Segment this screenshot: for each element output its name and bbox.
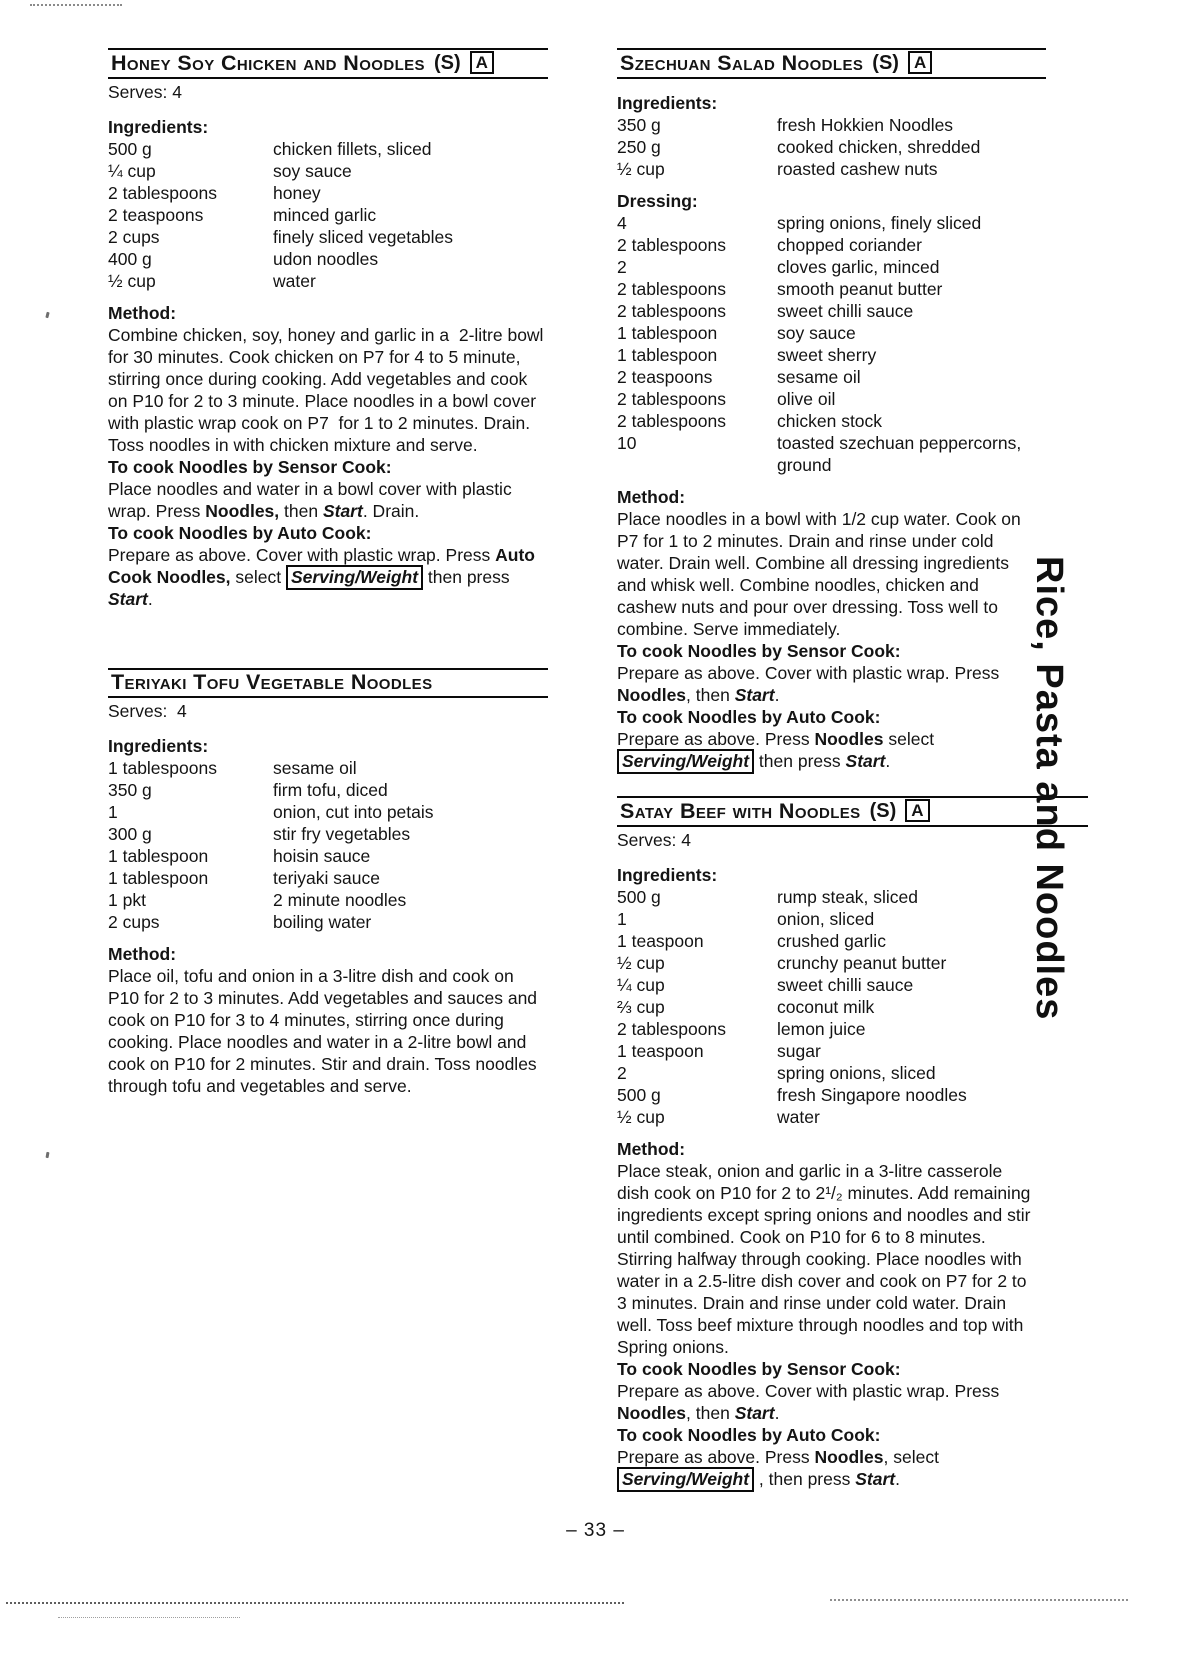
ingredient-name: sweet sherry — [777, 345, 877, 365]
ingredient-amount: 2 tablespoons — [617, 389, 726, 409]
ingredient-amount: ⅔ cup — [617, 997, 665, 1017]
ingredient-row — [108, 845, 548, 867]
recipe-card — [617, 48, 1032, 772]
ingredient-amount: ½ cup — [108, 271, 156, 291]
bold-text: Noodles — [617, 1403, 687, 1423]
ingredient-row — [617, 136, 1032, 158]
ingredient-row — [108, 889, 548, 911]
ingredient-row — [617, 886, 1032, 908]
ingredient-name: hoisin sauce — [273, 846, 371, 866]
ingredient-amount: 300 g — [108, 824, 152, 844]
ingredient-row — [617, 974, 1032, 996]
cook-step-body: Prepare as above. Cover with plastic wrap. Press Noodles, then Start. — [617, 1381, 1005, 1423]
scan-speck — [46, 1152, 50, 1158]
right-column — [617, 48, 1036, 1490]
scan-noise-top — [30, 4, 122, 6]
serving-weight-key: Serving/Weight — [286, 565, 423, 590]
ingredient-amount: 4 — [617, 213, 627, 233]
ingredient-amount: 1 — [108, 802, 118, 822]
ingredient-row — [617, 114, 1032, 136]
method-heading: Method: — [617, 1139, 686, 1159]
ingredient-row — [617, 410, 1032, 432]
ingredient-name: onion, sliced — [777, 909, 875, 929]
ingredient-name: finely sliced vegetables — [273, 227, 453, 247]
ingredient-name: teriyaki sauce — [273, 868, 380, 888]
ingredient-row — [617, 278, 1032, 300]
ingredient-name: crunchy peanut butter — [777, 953, 947, 973]
ingredient-name: spring onions, finely sliced — [777, 213, 982, 233]
ingredient-name: water — [273, 271, 316, 291]
left-column — [108, 48, 548, 1097]
ingredient-amount: 500 g — [617, 887, 661, 907]
ingredient-row — [108, 757, 548, 779]
bold-text: Noodles — [814, 729, 884, 749]
ingredient-name: smooth peanut butter — [777, 279, 943, 299]
recipe-title: Szechuan Salad Noodles — [620, 50, 864, 75]
ingredient-amount: 1 tablespoons — [108, 758, 217, 778]
serves-label: Serves: 4 — [617, 830, 691, 850]
ingredient-amount: ½ cup — [617, 159, 665, 179]
method-text: Place noodles in a bowl with 1/2 cup water. Cook on P7 for 1 to 2 minutes. Drain and rinse under cold water. Drain well. Combine all dressing ingredients and whisk well. Combine noodles, chicken and cashew nuts and pour over dressing. Toss well to combine. Serve immediately. — [617, 509, 1026, 639]
ingredient-name: fresh Singapore noodles — [777, 1085, 967, 1105]
auto-cook-badge: A — [470, 51, 494, 74]
ingredient-name: chicken fillets, sliced — [273, 139, 432, 159]
ingredient-name: rump steak, sliced — [777, 887, 919, 907]
ingredient-amount: 350 g — [617, 115, 661, 135]
ingredient-name: olive oil — [777, 389, 836, 409]
ingredient-amount: 1 tablespoon — [617, 345, 718, 365]
bold-italic-text: Start — [845, 751, 886, 771]
cook-step-body: Prepare as above. Press Noodles, select Serving/Weight , then press Start. — [617, 1446, 1032, 1490]
scan-noise-bottom — [830, 1599, 1128, 1601]
ingredient-row — [617, 158, 1032, 180]
ingredient-name: 2 minute noodles — [273, 890, 407, 910]
serving-weight-key: Serving/Weight — [617, 749, 754, 774]
ingredient-row — [617, 300, 1032, 322]
bold-italic-text: Start — [734, 685, 775, 705]
ingredient-amount: 1 teaspoon — [617, 1041, 704, 1061]
ingredient-row — [108, 248, 548, 270]
ingredient-row — [617, 1040, 1032, 1062]
scan-noise-bottom — [58, 1617, 240, 1618]
recipe-title: Teriyaki Tofu Vegetable Noodles — [111, 670, 433, 694]
ingredient-name: roasted cashew nuts — [777, 159, 938, 179]
bold-italic-text: Start — [734, 1403, 775, 1423]
ingredient-name: udon noodles — [273, 249, 379, 269]
ingredient-row — [617, 1084, 1032, 1106]
ingredient-amount: ¼ cup — [617, 975, 665, 995]
recipe-card — [108, 48, 548, 610]
ingredient-row — [108, 823, 548, 845]
ingredient-row — [617, 432, 1032, 476]
ingredient-group-heading: Dressing: — [617, 191, 698, 211]
method-heading: Method: — [108, 944, 177, 964]
cook-step-heading: To cook Noodles by Auto Cook: — [617, 1425, 881, 1445]
cook-step-body: Prepare as above. Cover with plastic wrap. Press Noodles, then Start. — [617, 663, 1005, 705]
ingredient-row — [108, 160, 548, 182]
cook-step-heading: To cook Noodles by Sensor Cook: — [617, 641, 901, 661]
ingredient-amount: 500 g — [617, 1085, 661, 1105]
bold-text: Noodles — [814, 1447, 884, 1467]
ingredient-row — [617, 388, 1032, 410]
ingredient-name: water — [777, 1107, 820, 1127]
ingredient-amount: 2 cups — [108, 912, 160, 932]
ingredient-amount: 2 tablespoons — [617, 301, 726, 321]
recipe-card — [108, 668, 548, 1097]
ingredient-row — [617, 344, 1032, 366]
recipe-header — [108, 668, 548, 698]
sensor-code-label: (S) — [433, 51, 461, 74]
ingredient-name: onion, cut into petais — [273, 802, 434, 822]
ingredient-row — [617, 322, 1032, 344]
ingredient-amount: 1 pkt — [108, 890, 146, 910]
ingredient-name: cooked chicken, shredded — [777, 137, 981, 157]
ingredient-name: sweet chilli sauce — [777, 975, 914, 995]
serving-weight-key: Serving/Weight — [617, 1467, 754, 1492]
ingredient-row — [108, 779, 548, 801]
auto-cook-badge: A — [908, 51, 932, 74]
recipe-title: Honey Soy Chicken and Noodles — [111, 50, 425, 75]
ingredient-row — [617, 212, 1032, 234]
ingredient-row — [617, 908, 1032, 930]
ingredient-name: chicken stock — [777, 411, 883, 431]
ingredient-amount: 2 tablespoons — [108, 183, 217, 203]
cook-step-heading: To cook Noodles by Sensor Cook: — [108, 457, 392, 477]
ingredient-amount: 2 tablespoons — [617, 279, 726, 299]
ingredient-row — [108, 138, 548, 160]
bold-text: Noodles — [617, 685, 687, 705]
ingredient-group-heading: Ingredients: — [617, 93, 718, 113]
ingredient-amount: ½ cup — [617, 953, 665, 973]
ingredient-name: sweet chilli sauce — [777, 301, 914, 321]
auto-cook-badge: A — [905, 799, 929, 822]
ingredient-name: chopped coriander — [777, 235, 922, 255]
cook-step-heading: To cook Noodles by Auto Cook: — [108, 523, 372, 543]
ingredient-name: cloves garlic, minced — [777, 257, 940, 277]
ingredient-group-heading: Ingredients: — [108, 117, 209, 137]
ingredient-name: sugar — [777, 1041, 821, 1061]
ingredient-name: lemon juice — [777, 1019, 866, 1039]
serves-label: Serves: 4 — [108, 82, 182, 102]
bold-italic-text: Start — [108, 589, 148, 609]
bold-text: Noodles, — [205, 501, 280, 521]
ingredient-amount: ¼ cup — [108, 161, 156, 181]
ingredient-amount: 2 teaspoons — [108, 205, 204, 225]
ingredient-name: soy sauce — [273, 161, 352, 181]
ingredient-row — [108, 801, 548, 823]
ingredient-group-heading: Ingredients: — [108, 736, 209, 756]
ingredient-amount: 2 teaspoons — [617, 367, 713, 387]
ingredient-amount: 400 g — [108, 249, 152, 269]
ingredient-row — [617, 930, 1032, 952]
ingredient-amount: 2 tablespoons — [617, 1019, 726, 1039]
ingredient-name: stir fry vegetables — [273, 824, 411, 844]
bold-text: Auto Cook Noodles, — [108, 545, 540, 587]
ingredient-amount: 250 g — [617, 137, 661, 157]
ingredient-row — [617, 234, 1032, 256]
cook-step-body: Prepare as above. Press Noodles select Serving/Weight then press Start. — [617, 728, 1032, 772]
ingredient-name: coconut milk — [777, 997, 875, 1017]
ingredient-amount: 2 tablespoons — [617, 411, 726, 431]
ingredient-amount: 1 — [617, 909, 627, 929]
ingredient-row — [108, 226, 548, 248]
ingredient-amount: 2 cups — [108, 227, 160, 247]
ingredient-amount: 1 teaspoon — [617, 931, 704, 951]
page-number: – 33 – — [566, 1520, 625, 1541]
sensor-code-label: (S) — [869, 799, 897, 822]
ingredient-amount: 1 tablespoon — [617, 323, 718, 343]
ingredient-amount: 2 — [617, 1063, 627, 1083]
recipe-card — [617, 796, 1036, 1490]
recipe-header — [617, 796, 1088, 827]
chapter-sidebar-title: Rice, Pasta and Noodles — [1028, 556, 1070, 1021]
bold-italic-text: Start — [855, 1469, 896, 1489]
ingredient-amount: 10 — [617, 433, 637, 453]
ingredient-row — [617, 996, 1032, 1018]
ingredient-group-heading: Ingredients: — [617, 865, 718, 885]
ingredient-row — [617, 366, 1032, 388]
method-text: Combine chicken, soy, honey and garlic in a 2-litre bowl for 30 minutes. Cook chicken on P7 for 4 to 5 minute, stirring once during cooking. Add vegetables and cook on P10 for 2 to 3 minute. Place noodles in a bowl cover with plastic wrap cook on P7 for 1 to 2 minutes. Drain. Toss noodles in with chicken mixture and serve. — [108, 325, 549, 455]
ingredient-name: soy sauce — [777, 323, 856, 343]
ingredient-name: spring onions, sliced — [777, 1063, 936, 1083]
ingredient-name: minced garlic — [273, 205, 377, 225]
scan-speck — [45, 312, 49, 319]
cook-step-heading: To cook Noodles by Auto Cook: — [617, 707, 881, 727]
cook-step-body: Prepare as above. Cover with plastic wrap. Press Auto Cook Noodles, select Serving/Weight then press Start. — [108, 545, 540, 609]
ingredient-row — [108, 182, 548, 204]
ingredient-row — [617, 952, 1032, 974]
ingredient-name: crushed garlic — [777, 931, 886, 951]
ingredient-row — [617, 256, 1032, 278]
ingredient-amount: 350 g — [108, 780, 152, 800]
cook-step-body: Place noodles and water in a bowl cover with plastic wrap. Press Noodles, then Start. Drain. — [108, 479, 517, 521]
recipe-title: Satay Beef with Noodles — [620, 798, 861, 823]
ingredient-row — [108, 867, 548, 889]
method-text: Place oil, tofu and onion in a 3-litre dish and cook on P10 for 2 to 3 minutes. Add vegetables and sauces and cook on P10 for 3 to 4 minutes, stirring once during cooking. Place noodles and water in a 2-litre bowl and cook on P10 for 2 minutes. Stir and drain. Toss noodles through tofu and vegetables and serve. — [108, 966, 542, 1096]
ingredient-name: fresh Hokkien Noodles — [777, 115, 954, 135]
scan-noise-bottom — [6, 1602, 624, 1604]
ingredient-name: sesame oil — [777, 367, 861, 387]
serves-label: Serves: 4 — [108, 701, 187, 721]
ingredient-row — [617, 1018, 1032, 1040]
ingredient-amount: 2 — [617, 257, 627, 277]
ingredient-row — [617, 1106, 1032, 1128]
ingredient-name: honey — [273, 183, 321, 203]
method-heading: Method: — [617, 487, 686, 507]
ingredient-amount: 1 tablespoon — [108, 868, 209, 888]
ingredient-amount: ½ cup — [617, 1107, 665, 1127]
bold-italic-text: Start — [322, 501, 363, 521]
ingredient-row — [108, 204, 548, 226]
ingredient-row — [108, 270, 548, 292]
method-heading: Method: — [108, 303, 177, 323]
ingredient-row — [108, 911, 548, 933]
ingredient-name: firm tofu, diced — [273, 780, 388, 800]
method-text: Place steak, onion and garlic in a 3-litre casserole dish cook on P10 for 2 to 2¹/₂ minutes. Add remaining ingredients except spring onions and noodles and stir until combined. Cook on P10 for 6 to 8 minutes. Stirring halfway through cooking. Place noodles with water in a 2.5-litre dish cover and cook on P7 for 2 to 3 minutes. Drain and rinse under cold water. Drain well. Toss beef mixture through noodles and top with Spring onions. — [617, 1161, 1036, 1357]
ingredient-amount: 500 g — [108, 139, 152, 159]
recipe-header — [617, 48, 1046, 79]
recipe-header — [108, 48, 548, 79]
ingredient-amount: 1 tablespoon — [108, 846, 209, 866]
ingredient-amount: 2 tablespoons — [617, 235, 726, 255]
ingredient-name: sesame oil — [273, 758, 357, 778]
sensor-code-label: (S) — [872, 51, 899, 74]
ingredient-name: toasted szechuan peppercorns, ground — [777, 433, 1022, 475]
ingredient-row — [617, 1062, 1032, 1084]
ingredient-name: boiling water — [273, 912, 372, 932]
cook-step-heading: To cook Noodles by Sensor Cook: — [617, 1359, 901, 1379]
